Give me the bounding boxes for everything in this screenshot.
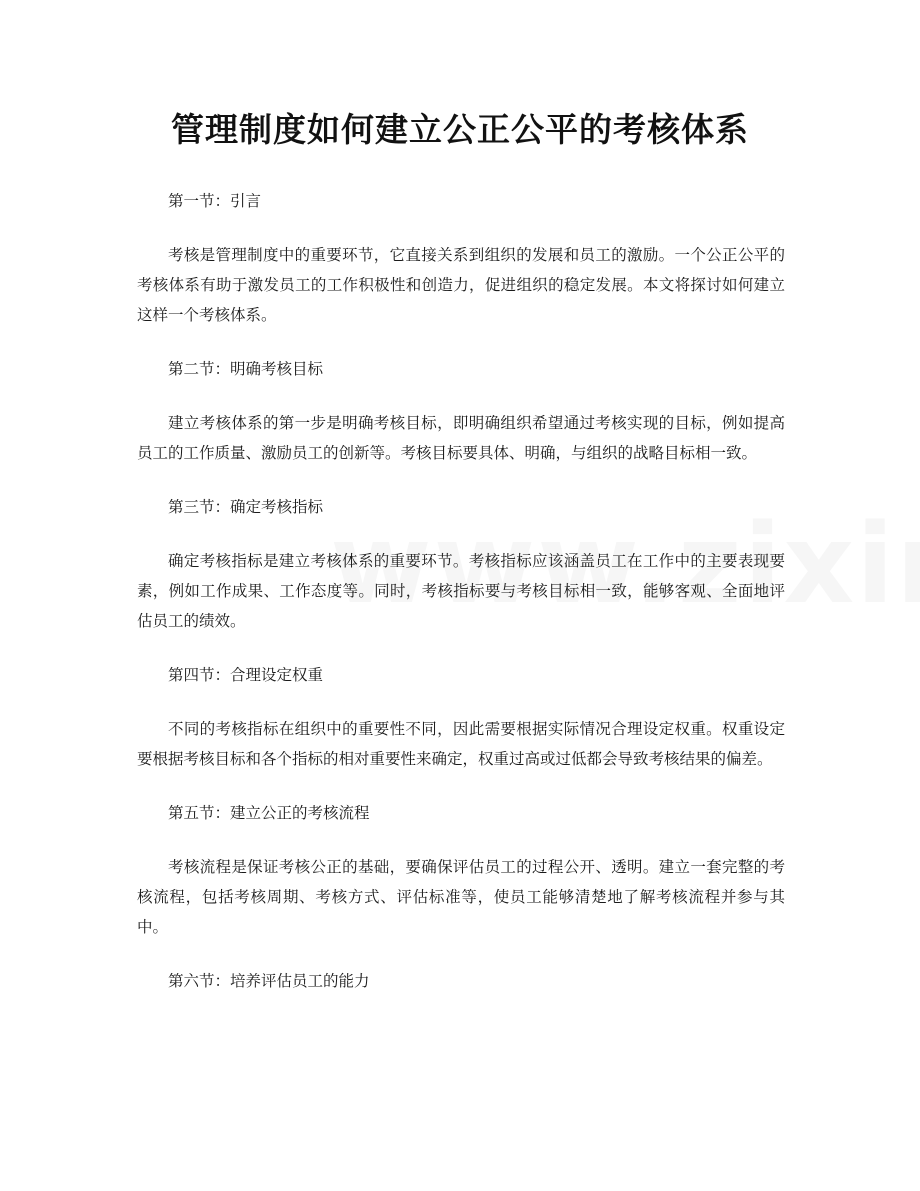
section-paragraph-1: 考核是管理制度中的重要环节，它直接关系到组织的发展和员工的激励。一个公正公平的考核体系有助于激发员工的工作积极性和创造力，促进组织的稳定发展。本文将探讨如何建立这样一个考核体系。	[137, 246, 785, 324]
section-heading-2: 第二节：明确考核目标	[168, 360, 324, 378]
section-heading-1: 第一节：引言	[168, 192, 262, 210]
document-title: 管理制度如何建立公正公平的考核体系	[171, 110, 749, 149]
section-heading-6: 第六节：培养评估员工的能力	[168, 972, 370, 990]
section-paragraph-4: 不同的考核指标在组织中的重要性不同，因此需要根据实际情况合理设定权重。权重设定要根据考核目标和各个指标的相对重要性来确定，权重过高或过低都会导致考核结果的偏差。	[137, 720, 785, 768]
section-heading-3: 第三节：确定考核指标	[168, 498, 324, 516]
section-heading-4: 第四节：合理设定权重	[168, 666, 324, 684]
section-heading-5: 第五节：建立公正的考核流程	[168, 804, 370, 822]
section-paragraph-3: 确定考核指标是建立考核体系的重要环节。考核指标应该涵盖员工在工作中的主要表现要素，例如工作成果、工作态度等。同时，考核指标要与考核目标相一致，能够客观、全面地评估员工的绩效。	[137, 552, 785, 630]
section-paragraph-2: 建立考核体系的第一步是明确考核目标，即明确组织希望通过考核实现的目标，例如提高员工的工作质量、激励员工的创新等。考核目标要具体、明确，与组织的战略目标相一致。	[137, 414, 785, 462]
document-body	[137, 186, 785, 1020]
section-paragraph-5: 考核流程是保证考核公正的基础，要确保评估员工的过程公开、透明。建立一套完整的考核流程，包括考核周期、考核方式、评估标准等，使员工能够清楚地了解考核流程并参与其中。	[137, 858, 785, 936]
